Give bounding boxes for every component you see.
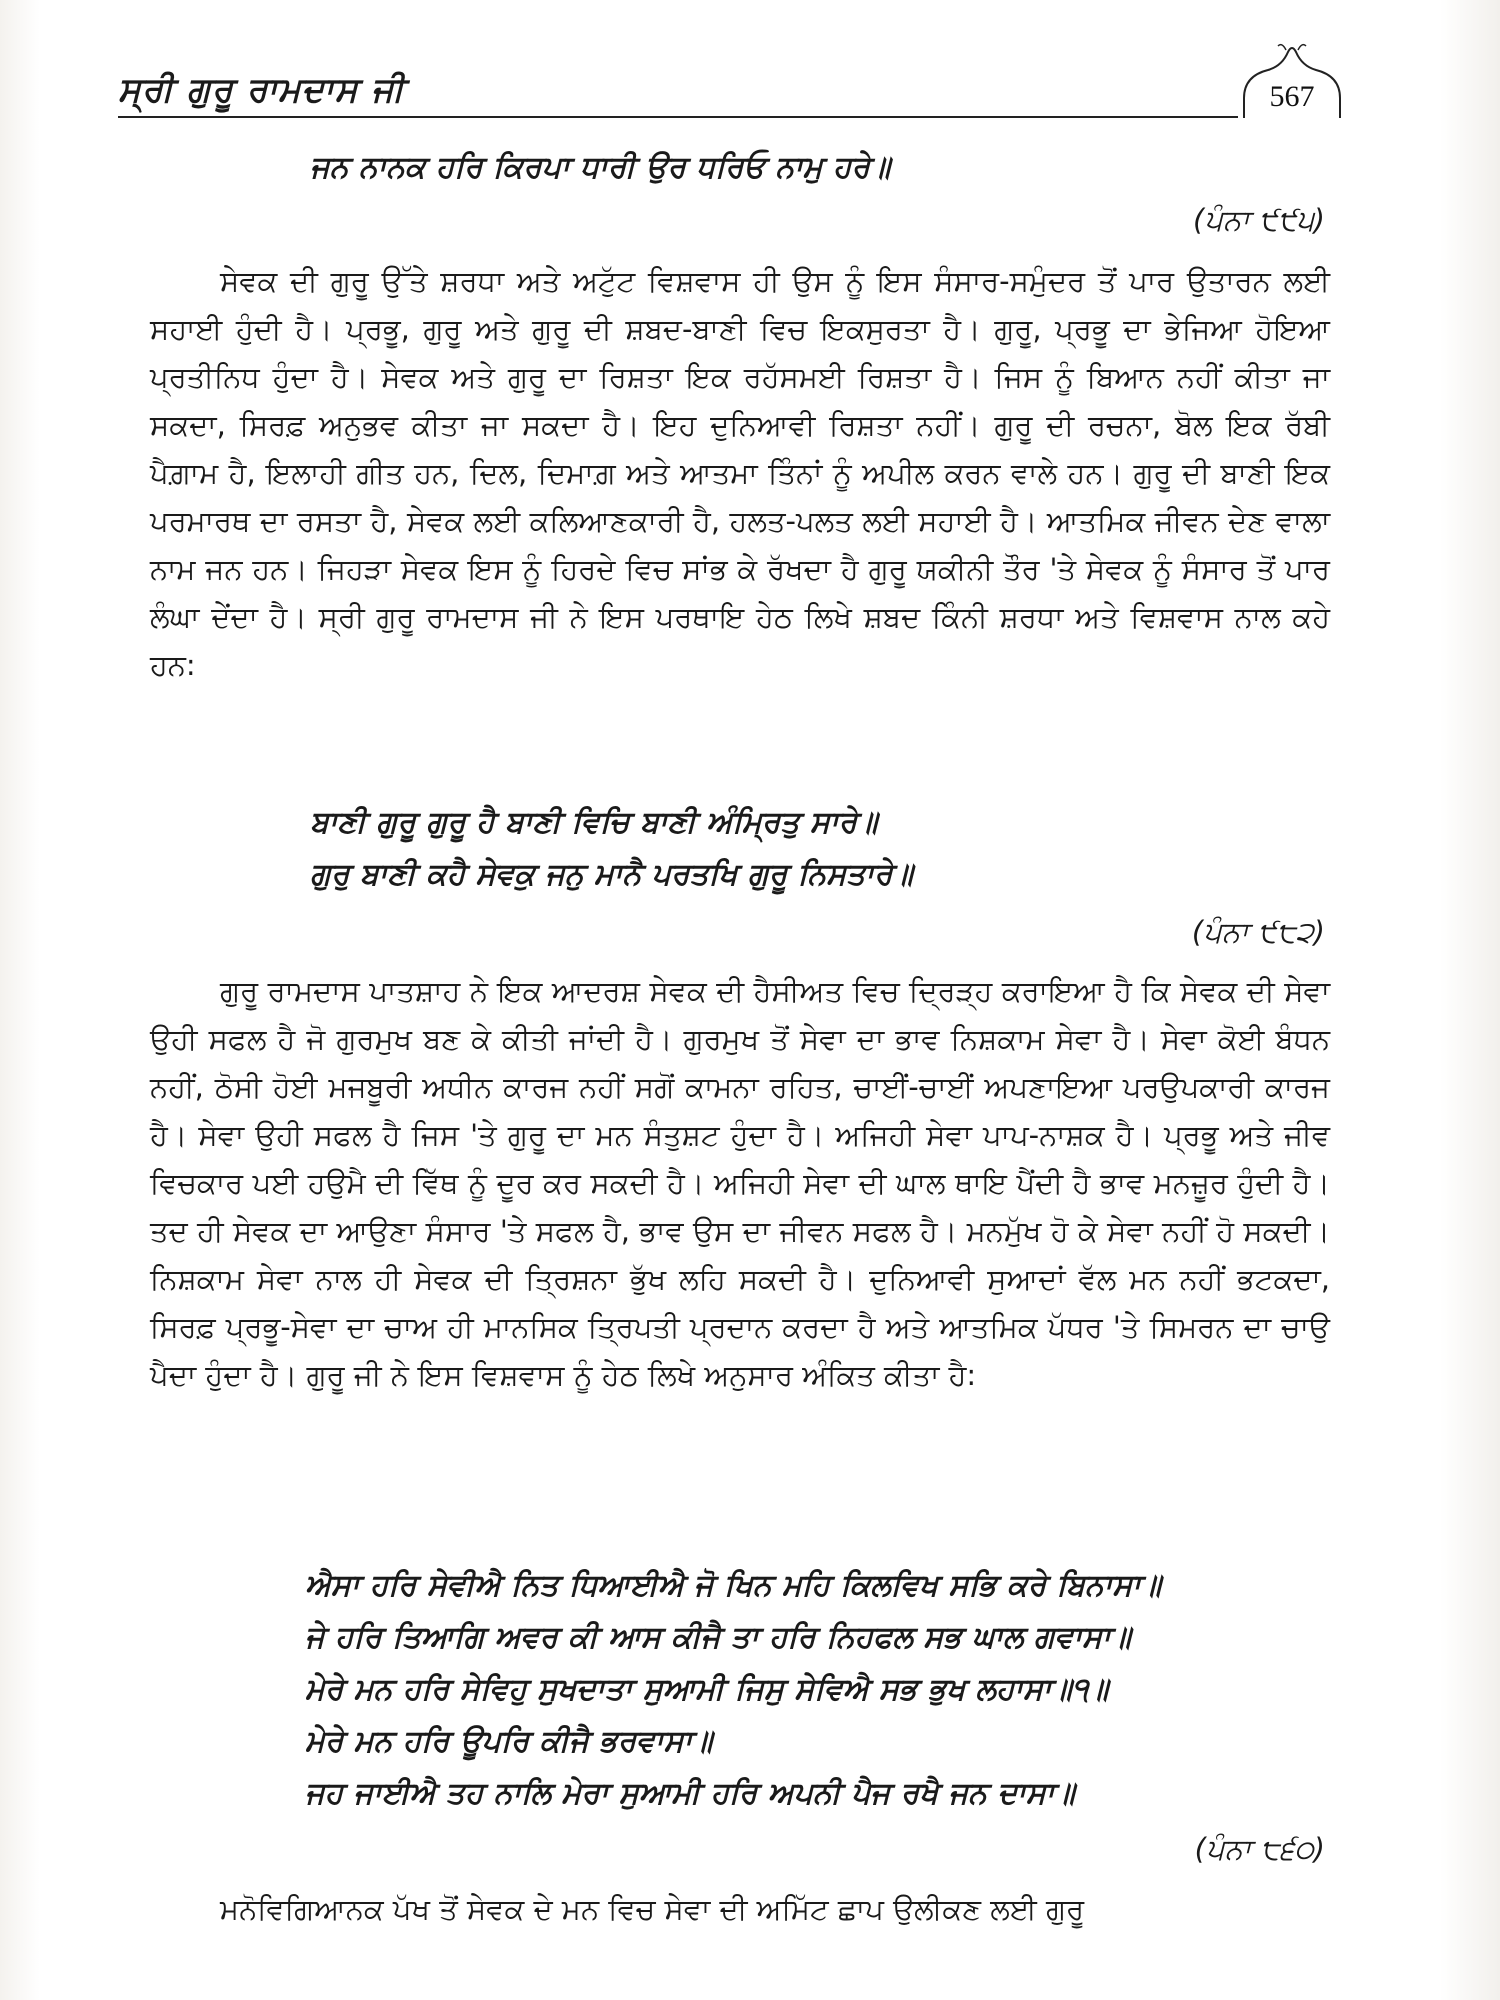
gurbani-quote-2-line-2: ਗੁਰੁ ਬਾਣੀ ਕਹੈ ਸੇਵਕੁ ਜਨੁ ਮਾਨੈ ਪਰਤਖਿ ਗੁਰੂ ਨਿਸਤਾਰੇ॥	[310, 857, 913, 892]
page-reference-1: (ਪੰਨਾ ੯੯੫)	[1192, 203, 1325, 237]
gurbani-quote-3-line-4: ਮੇਰੇ ਮਨ ਹਰਿ ਊਪਰਿ ਕੀਜੈ ਭਰਵਾਸਾ॥	[305, 1724, 713, 1759]
header-rule	[118, 116, 1238, 118]
gurbani-quote-1: ਜਨ ਨਾਨਕ ਹਰਿ ਕਿਰਪਾ ਧਾਰੀ ਉਰ ਧਰਿਓ ਨਾਮੁ ਹਰੇ॥	[310, 150, 891, 185]
gurbani-quote-3-line-3: ਮੇਰੇ ਮਨ ਹਰਿ ਸੇਵਿਹੁ ਸੁਖਦਾਤਾ ਸੁਆਮੀ ਜਿਸੁ ਸੇਵਿਐ ਸਭ ਭੁਖ ਲਹਾਸਾ॥੧॥	[305, 1672, 1109, 1707]
page-number: 567	[1269, 80, 1315, 113]
paragraph-3: ਮਨੋਵਿਗਿਆਨਕ ਪੱਖ ਤੋਂ ਸੇਵਕ ਦੇ ਮਨ ਵਿਚ ਸੇਵਾ ਦੀ ਅਮਿੱਟ ਛਾਪ ਉਲੀਕਣ ਲਈ ਗੁਰੂ	[220, 1892, 1085, 1926]
paragraph-1: ਸੇਵਕ ਦੀ ਗੁਰੂ ਉੱਤੇ ਸ਼ਰਧਾ ਅਤੇ ਅਟੁੱਟ ਵਿਸ਼ਵਾਸ ਹੀ ਉਸ ਨੂੰ ਇਸ ਸੰਸਾਰ-ਸਮੁੰਦਰ ਤੋਂ ਪਾਰ ਉਤਾਰਨ ਲਈ ਸਹਾਈ ਹੁੰਦੀ ਹੈ। ਪ੍ਰਭੂ, ਗੁਰੂ ਅਤੇ ਗੁਰੂ ਦੀ ਸ਼ਬਦ-ਬਾਣੀ ਵਿਚ ਇਕਸੁਰਤਾ ਹੈ। ਗੁਰੂ, ਪ੍ਰਭੂ ਦਾ ਭੇਜਿਆ ਹੋਇਆ ਪ੍ਰਤੀਨਿਧ ਹੁੰਦਾ ਹੈ। ਸੇਵਕ ਅਤੇ ਗੁਰੂ ਦਾ ਰਿਸ਼ਤਾ ਇਕ ਰਹੱਸਮਈ ਰਿਸ਼ਤਾ ਹੈ। ਜਿਸ ਨੂੰ ਬਿਆਨ ਨਹੀਂ ਕੀਤਾ ਜਾ ਸਕਦਾ, ਸਿਰਫ਼ ਅਨੁਭਵ ਕੀਤਾ ਜਾ ਸਕਦਾ ਹੈ। ਇਹ ਦੁਨਿਆਵੀ ਰਿਸ਼ਤਾ ਨਹੀਂ। ਗੁਰੂ ਦੀ ਰਚਨਾ, ਬੋਲ ਇਕ ਰੱਬੀ ਪੈਗ਼ਾਮ ਹੈ, ਇਲਾਹੀ ਗੀਤ ਹਨ, ਦਿਲ, ਦਿਮਾਗ਼ ਅਤੇ ਆਤਮਾ ਤਿੰਨਾਂ ਨੂੰ ਅਪੀਲ ਕਰਨ ਵਾਲੇ ਹਨ। ਗੁਰੂ ਦੀ ਬਾਣੀ ਇਕ ਪਰਮਾਰਥ ਦਾ ਰਸਤਾ ਹੈ, ਸੇਵਕ ਲਈ ਕਲਿਆਣਕਾਰੀ ਹੈ, ਹਲਤ-ਪਲਤ ਲਈ ਸਹਾਈ ਹੈ। ਆਤਮਿਕ ਜੀਵਨ ਦੇਣ ਵਾਲਾ ਨਾਮ ਜਨ ਹਨ। ਜਿਹੜਾ ਸੇਵਕ ਇਸ ਨੂੰ ਹਿਰਦੇ ਵਿਚ ਸਾਂਭ ਕੇ ਰੱਖਦਾ ਹੈ ਗੁਰੂ ਯਕੀਨੀ ਤੌਰ 'ਤੇ ਸੇਵਕ ਨੂੰ ਸੰਸਾਰ ਤੋਂ ਪਾਰ ਲੰਘਾ ਦੇਂਦਾ ਹੈ। ਸ੍ਰੀ ਗੁਰੂ ਰਾਮਦਾਸ ਜੀ ਨੇ ਇਸ ਪਰਥਾਇ ਹੇਠ ਲਿਖੇ ਸ਼ਬਦ ਕਿੰਨੀ ਸ਼ਰਧਾ ਅਤੇ ਵਿਸ਼ਵਾਸ ਨਾਲ ਕਹੇ ਹਨ:	[150, 264, 1330, 682]
paragraph-2: ਗੁਰੂ ਰਾਮਦਾਸ ਪਾਤਸ਼ਾਹ ਨੇ ਇਕ ਆਦਰਸ਼ ਸੇਵਕ ਦੀ ਹੈਸੀਅਤ ਵਿਚ ਦ੍ਰਿੜ੍ਹ ਕਰਾਇਆ ਹੈ ਕਿ ਸੇਵਕ ਦੀ ਸੇਵਾ ਉਹੀ ਸਫਲ ਹੈ ਜੋ ਗੁਰਮੁਖ ਬਣ ਕੇ ਕੀਤੀ ਜਾਂਦੀ ਹੈ। ਗੁਰਮੁਖ ਤੋਂ ਸੇਵਾ ਦਾ ਭਾਵ ਨਿਸ਼ਕਾਮ ਸੇਵਾ ਹੈ। ਸੇਵਾ ਕੋਈ ਬੰਧਨ ਨਹੀਂ, ਠੋਸੀ ਹੋਈ ਮਜਬੂਰੀ ਅਧੀਨ ਕਾਰਜ ਨਹੀਂ ਸਗੋਂ ਕਾਮਨਾ ਰਹਿਤ, ਚਾਈਂ-ਚਾਈਂ ਅਪਣਾਇਆ ਪਰਉਪਕਾਰੀ ਕਾਰਜ ਹੈ। ਸੇਵਾ ਉਹੀ ਸਫਲ ਹੈ ਜਿਸ 'ਤੇ ਗੁਰੂ ਦਾ ਮਨ ਸੰਤੁਸ਼ਟ ਹੁੰਦਾ ਹੈ। ਅਜਿਹੀ ਸੇਵਾ ਪਾਪ-ਨਾਸ਼ਕ ਹੈ। ਪ੍ਰਭੂ ਅਤੇ ਜੀਵ ਵਿਚਕਾਰ ਪਈ ਹਉਮੈ ਦੀ ਵਿੱਥ ਨੂੰ ਦੂਰ ਕਰ ਸਕਦੀ ਹੈ। ਅਜਿਹੀ ਸੇਵਾ ਦੀ ਘਾਲ ਥਾਇ ਪੈਂਦੀ ਹੈ ਭਾਵ ਮਨਜ਼ੂਰ ਹੁੰਦੀ ਹੈ। ਤਦ ਹੀ ਸੇਵਕ ਦਾ ਆਉਣਾ ਸੰਸਾਰ 'ਤੇ ਸਫਲ ਹੈ, ਭਾਵ ਉਸ ਦਾ ਜੀਵਨ ਸਫਲ ਹੈ। ਮਨਮੁੱਖ ਹੋ ਕੇ ਸੇਵਾ ਨਹੀਂ ਹੋ ਸਕਦੀ। ਨਿਸ਼ਕਾਮ ਸੇਵਾ ਨਾਲ ਹੀ ਸੇਵਕ ਦੀ ਤ੍ਰਿਸ਼ਨਾ ਭੁੱਖ ਲਹਿ ਸਕਦੀ ਹੈ। ਦੁਨਿਆਵੀ ਸੁਆਦਾਂ ਵੱਲ ਮਨ ਨਹੀਂ ਭਟਕਦਾ, ਸਿਰਫ਼ ਪ੍ਰਭੂ-ਸੇਵਾ ਦਾ ਚਾਅ ਹੀ ਮਾਨਸਿਕ ਤ੍ਰਿਪਤੀ ਪ੍ਰਦਾਨ ਕਰਦਾ ਹੈ ਅਤੇ ਆਤਮਿਕ ਪੱਧਰ 'ਤੇ ਸਿਮਰਨ ਦਾ ਚਾਉ ਪੈਦਾ ਹੁੰਦਾ ਹੈ। ਗੁਰੂ ਜੀ ਨੇ ਇਸ ਵਿਸ਼ਵਾਸ ਨੂੰ ਹੇਠ ਲਿਖੇ ਅਨੁਸਾਰ ਅੰਕਿਤ ਕੀਤਾ ਹੈ:	[150, 974, 1330, 1392]
page-reference-2: (ਪੰਨਾ ੯੮੨)	[1191, 915, 1325, 949]
running-header-title: ਸ੍ਰੀ ਗੁਰੂ ਰਾਮਦਾਸ ਜੀ	[118, 70, 405, 110]
gurbani-quote-2-line-1: ਬਾਣੀ ਗੁਰੂ ਗੁਰੂ ਹੈ ਬਾਣੀ ਵਿਚਿ ਬਾਣੀ ਅੰਮ੍ਰਿਤੁ ਸਾਰੇ॥	[310, 805, 878, 840]
page-number-ornament	[1238, 40, 1346, 128]
page-reference-3: (ਪੰਨਾ ੮੬੦)	[1194, 1832, 1325, 1866]
gurbani-quote-3-line-1: ਐਸਾ ਹਰਿ ਸੇਵੀਐ ਨਿਤ ਧਿਆਈਐ ਜੋ ਖਿਨ ਮਹਿ ਕਿਲਵਿਖ ਸਭਿ ਕਰੇ ਬਿਨਾਸਾ॥	[305, 1568, 1161, 1603]
gurbani-quote-3-line-2: ਜੇ ਹਰਿ ਤਿਆਗਿ ਅਵਰ ਕੀ ਆਸ ਕੀਜੈ ਤਾ ਹਰਿ ਨਿਹਫਲ ਸਭ ਘਾਲ ਗਵਾਸਾ॥	[305, 1620, 1131, 1655]
gurbani-quote-3-line-5: ਜਹ ਜਾਈਐ ਤਹ ਨਾਲਿ ਮੇਰਾ ਸੁਆਮੀ ਹਰਿ ਅਪਨੀ ਪੈਜ ਰਖੈ ਜਨ ਦਾਸਾ॥	[305, 1776, 1075, 1811]
